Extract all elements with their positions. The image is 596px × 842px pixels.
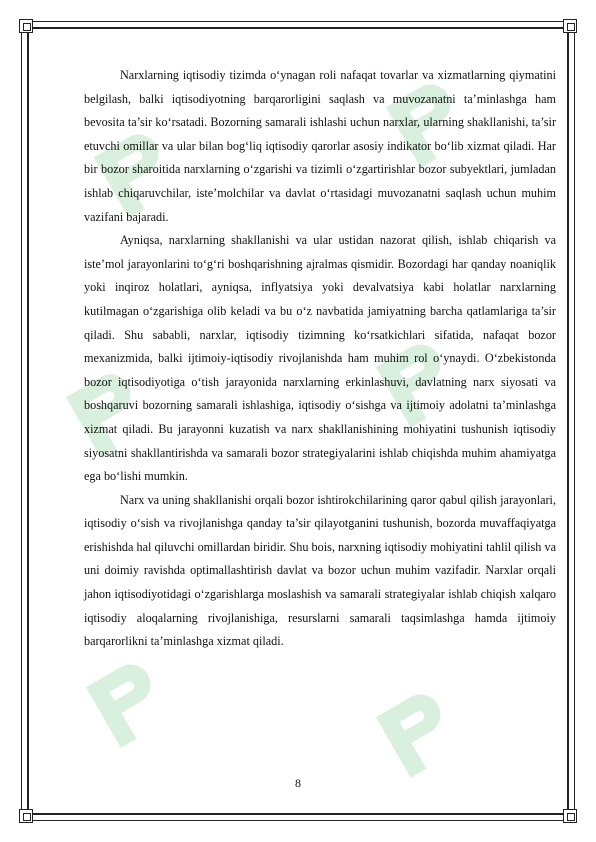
corner-ornament-bottom-right [563,809,577,823]
corner-ornament-bottom-left [19,809,33,823]
paragraph: Narx va uning shakllanishi orqali bozor ishtirokchilarining qaror qabul qilish jarayonlari, iqtisodiy o‘sish va rivojlanishga qanday ta’sir qilayotganini tushunish, bozorda muvaffaqiyatga erishishda hal qiluvchi omillardan biridir. Shu bois, narxning iqtisodiy mohiyatini tahlil qilish va uni doimiy ravishda optimallashtirish davlat va bozor uchun muhim vazifadir. Narxlar orqali jahon iqtisodiyotidagi o‘zgarishlarga moslashish va samarali strategiyalar ishlab chiqish xalqaro iqtisodiy aloqalarning rivojlanishiga, resurslarni samarali taqsimlashga hamda ijtimoiy barqarorlikni ta’minlashga xizmat qiladi. [84,492,556,649]
page-number: 8 [295,776,301,790]
watermark-logo-icon [80,650,170,760]
corner-ornament-top-right [563,19,577,33]
paragraph: Ayniqsa, narxlarning shakllanishi va ular ustidan nazorat qilish, ishlab chiqarish va iste’mol jarayonlarini to‘g‘ri boshqarishning ajralmas qismidir. Bozordagi har qanday noaniqlik yoki inqiroz holatlari, ayniqsa, inflyatsiya yoki devalvatsiya kabi holatlar narxlarning kutilmagan o‘zgarishiga olib keladi va bu o‘z navbatida jamiyatning barcha qatlamlariga ta’sir qiladi. Shu sababli, narxlar, iqtisodiy tizimning ko‘rsatkichlari sifatida, nafaqat bozor mexanizmida, balki ijtimoiy-iqtisodiy rivojlanishda ham muhim rol o‘ynaydi. O‘zbekistonda bozor iqtisodiyotiga o‘tish jarayonida narxlarning erkinlashuvi, davlatning narx siyosati va boshqaruvi bozorning samarali ishlashiga, iqtisodiy o‘sishga va ijtimoiy adolatni ta’minlashga xizmat qiladi. Bu jarayonni kuzatish va narx shakllanishining mohiyatini tushunish iqtisodiy siyosatni shakllantirishda va samarali bozor strategiyalarini ishlab chiqishda muhim ahamiyatga ega bo‘lishi mumkin. [84,233,556,484]
corner-ornament-top-left [19,19,33,33]
body-text [84,64,556,654]
paragraph: Narxlarning iqtisodiy tizimda o‘ynagan roli nafaqat tovarlar va xizmatlarning qiymatini belgilash, balki iqtisodiyotning barqarorligini saqlash va muvozanatni ta’minlashga ham bevosita ta’sir ko‘rsatadi. Bozorning samarali ishlashi uchun narxlar, ularning shakllanishi, ta’sir etuvchi omillar va ular bilan bog‘liq iqtisodiy qarorlar asosiy indikator bo‘lib xizmat qiladi. Har bir bozor sharoitida narxlarning o‘zgarishi va tizimli o‘zgartirishlar bozor subyektlari, jumladan ishlab chiqaruvchilar, iste’molchilar va davlat o‘rtasidagi muvozanatni saqlash uchun muhim vazifani bajaradi. [84,68,556,224]
watermark-logo-icon [370,680,460,790]
